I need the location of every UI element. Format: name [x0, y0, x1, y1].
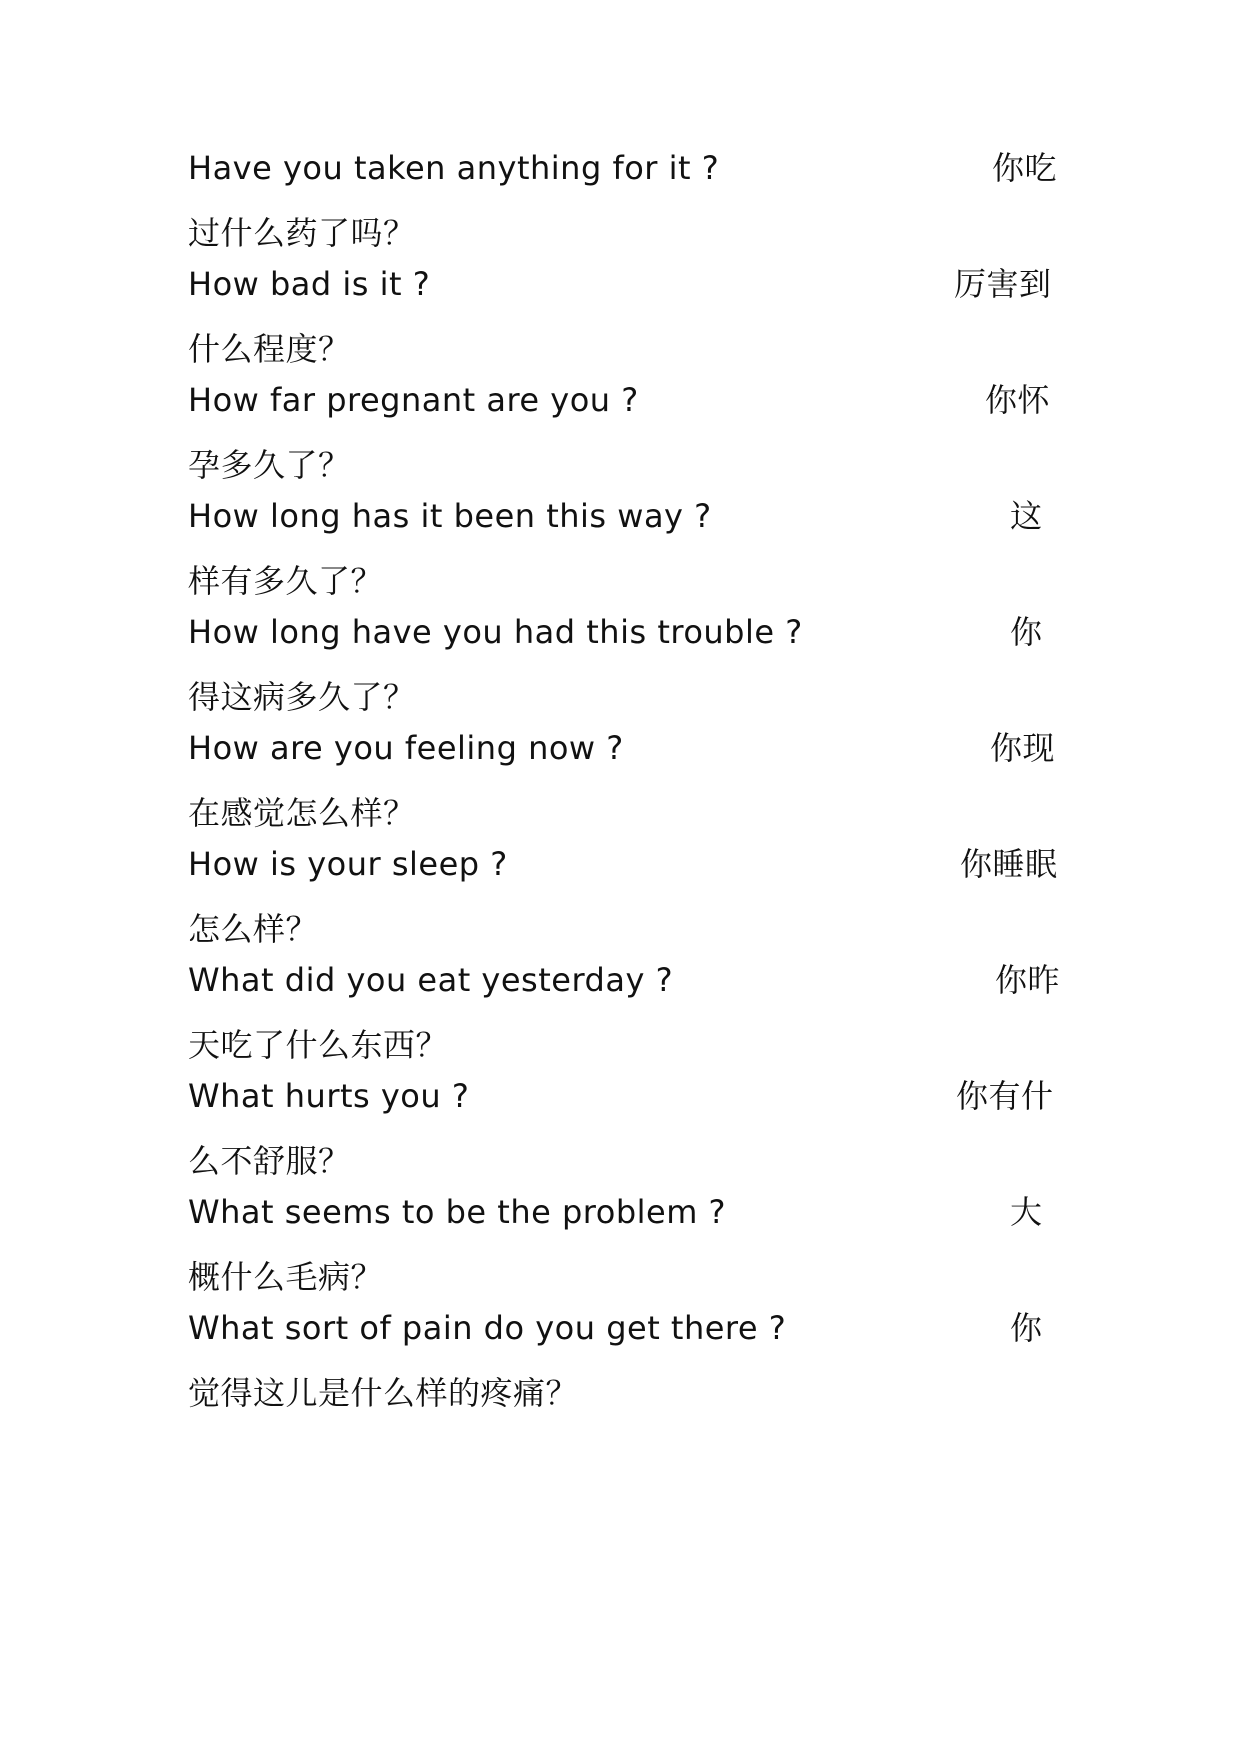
- chinese-translation-rest: 怎么样？: [188, 910, 319, 948]
- phrase-entry: [188, 496, 1068, 626]
- phrase-entry: [188, 380, 1068, 510]
- phrase-entry: [188, 1308, 1068, 1438]
- chinese-translation-start: 你: [1010, 613, 1043, 651]
- chinese-translation-start: 你现: [990, 729, 1056, 767]
- english-phrase: What did you eat yesterday ?: [188, 961, 674, 999]
- english-phrase: How is your sleep ?: [188, 845, 508, 883]
- english-phrase: How are you feeling now ?: [188, 729, 624, 767]
- chinese-translation-rest: 孕多久了？: [188, 446, 351, 484]
- english-phrase: How far pregnant are you ?: [188, 381, 639, 419]
- chinese-translation-start: 厉害到: [954, 265, 1052, 303]
- chinese-translation-start: 你怀: [985, 381, 1051, 419]
- phrase-entry: [188, 612, 1068, 742]
- chinese-translation-rest: 什么程度？: [188, 330, 351, 368]
- phrase-entry: [188, 264, 1068, 394]
- chinese-translation-start: 你有什: [956, 1077, 1054, 1115]
- chinese-translation-rest: 过什么药了吗？: [188, 214, 416, 252]
- chinese-translation-start: 这: [1010, 497, 1043, 535]
- chinese-translation-rest: 在感觉怎么样？: [188, 794, 416, 832]
- chinese-translation-start: 你吃: [992, 149, 1058, 187]
- chinese-translation-start: 你: [1010, 1309, 1043, 1347]
- chinese-translation-start: 大: [1010, 1193, 1043, 1231]
- english-phrase: What seems to be the problem ?: [188, 1193, 727, 1231]
- phrase-entry: [188, 1076, 1068, 1206]
- english-phrase: Have you taken anything for it ?: [188, 149, 720, 187]
- chinese-translation-start: 你昨: [995, 961, 1061, 999]
- english-phrase: How long have you had this trouble ?: [188, 613, 803, 651]
- english-phrase: How long has it been this way ?: [188, 497, 712, 535]
- phrase-entry: [188, 148, 1068, 278]
- chinese-translation-rest: 得这病多久了？: [188, 678, 416, 716]
- phrase-entry: [188, 844, 1068, 974]
- chinese-translation-rest: 概什么毛病？: [188, 1258, 384, 1296]
- chinese-translation-rest: 天吃了什么东西？: [188, 1026, 449, 1064]
- chinese-translation-rest: 么不舒服？: [188, 1142, 351, 1180]
- chinese-translation-rest: 觉得这儿是什么样的疼痛？: [188, 1374, 579, 1412]
- phrase-entry: [188, 1192, 1068, 1322]
- english-phrase: What sort of pain do you get there ?: [188, 1309, 787, 1347]
- chinese-translation-rest: 样有多久了？: [188, 562, 384, 600]
- english-phrase: How bad is it ?: [188, 265, 431, 303]
- english-phrase: What hurts you ?: [188, 1077, 470, 1115]
- phrase-entry: [188, 728, 1068, 858]
- phrase-entry: [188, 960, 1068, 1090]
- chinese-translation-start: 你睡眠: [960, 845, 1058, 883]
